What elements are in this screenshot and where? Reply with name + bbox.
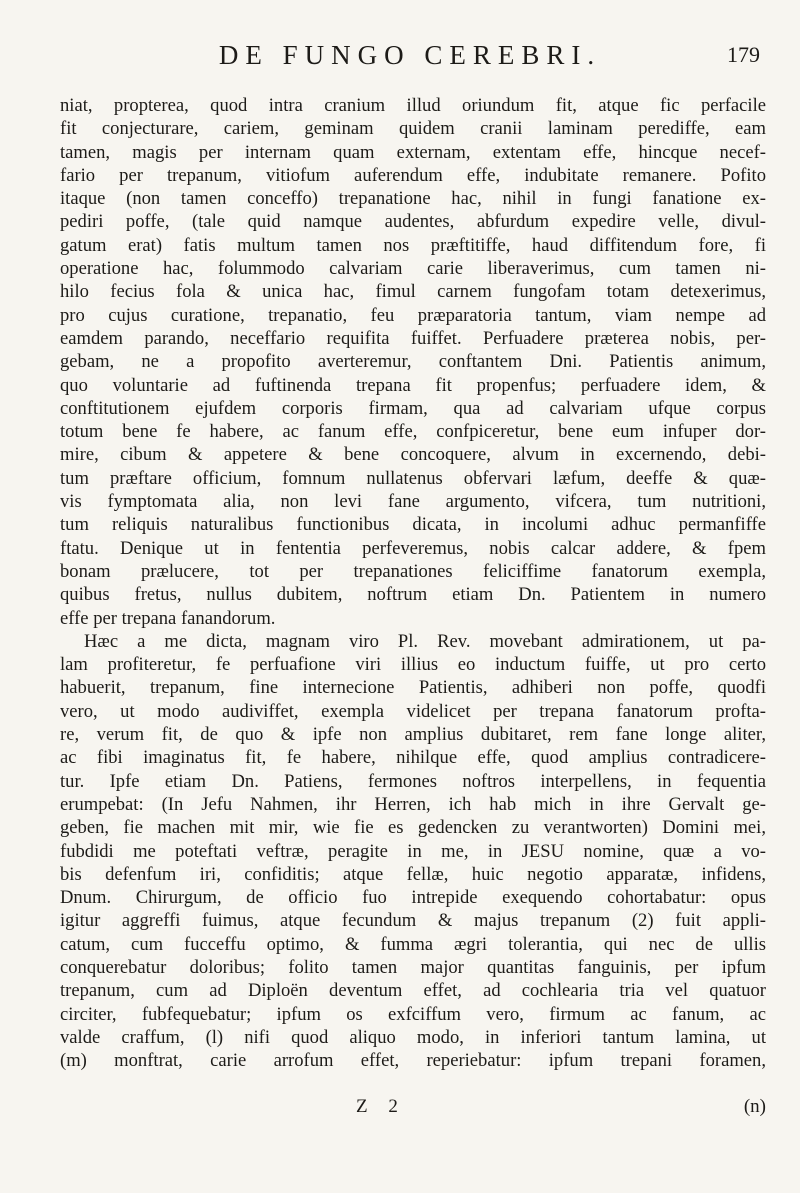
text-line: quibus fretus, nullus dubitem, noftrum etiam Dn. Patientem in numero [60, 584, 766, 606]
text-line: ftatu. Denique ut in fententia perfeveremus, nobis calcar addere, & fpem [60, 537, 766, 559]
text-line: conquerebatur doloribus; folito tamen major quantitas fanguinis, per ipfum [60, 956, 766, 978]
text-line: lam profiteretur, fe perfuafione viri illius eo inductum fuiffe, ut pro certo [60, 654, 766, 676]
text-line: bis defenfum iri, confiditis; atque fellæ, huic negotio apparatæ, infidens, [60, 863, 766, 885]
text-line: fario per trepanum, vitiofum auferendum effe, indubitate remanere. Pofito [60, 164, 766, 186]
running-head: DE FUNGO CEREBRI. [218, 40, 602, 70]
text-line: Dnum. Chirurgum, de officio fuo intrepide exequendo cohortabatur: opus [60, 887, 766, 909]
text-line: operatione hac, folummodo calvariam carie liberaverimus, cum tamen ni- [60, 258, 766, 280]
text-line: eamdem parando, neceffario requifita fuiffet. Perfuadere præterea nobis, per- [60, 327, 766, 349]
text-line: re, verum fit, de quo & ipfe non amplius dubitaret, rem fane longe aliter, [60, 724, 766, 746]
text-line: totum bene fe habere, ac fanum effe, confpiceretur, bene eum infuper dor- [60, 421, 766, 443]
page-number: 179 [727, 42, 760, 67]
text-line: trepanum, cum ad Diploën deventum effet, ad cochlearia tria vel quatuor [60, 980, 766, 1002]
text-line: gatum erat) fatis multum tamen nos præftitiffe, haud diffitendum fore, fi [60, 234, 766, 256]
text-line: gebam, ne a propofito averteremur, conftantem Dni. Patientis animum, [60, 351, 766, 373]
text-line: fubdidi me poteftati veftræ, peragite in me, in JESU nomine, quæ a vo- [60, 840, 766, 862]
text-line: catum, cum fucceffu optimo, & fumma ægri tolerantia, qui nec de ullis [60, 933, 766, 955]
text-line: quo voluntarie ad fuftinenda trepana fit propenfus; perfuadere idem, & [60, 374, 766, 396]
text-line: tamen, magis per internam quam externam, extentam effe, hincque necef- [60, 141, 766, 163]
page-footer [60, 1096, 766, 1122]
text-line: ac fibi imaginatus fit, fe habere, nihilque effe, quod amplius contradicere- [60, 747, 766, 769]
text-line: niat, propterea, quod intra cranium illud oriundum fit, atque fic perfacile [60, 95, 766, 116]
text-line: vero, ut modo audiviffet, exempla videlicet per trepana fanatorum profta- [60, 700, 766, 722]
text-line: habuerit, trepanum, fine internecione Patientis, adhiberi non poffe, quodfi [60, 677, 766, 699]
text-line: tur. Ipfe etiam Dn. Patiens, fermones noftros interpellens, in fequentia [60, 770, 766, 792]
text-line: igitur aggreffi fuimus, atque fecundum & majus trepanum (2) fuit appli- [60, 910, 766, 932]
text-line: fit conjecturare, cariem, geminam quidem cranii laminam perediffe, eam [60, 118, 766, 140]
text-line: vis fymptomata alia, non levi fane argumento, vifcera, tum nutritioni, [60, 491, 766, 513]
body-text [60, 94, 766, 1072]
text-line: bonam prælucere, tot per trepanationes feliciffime fanatorum exempla, [60, 560, 766, 582]
text-line: geben, fie machen mit mir, wie fie es gedencken zu verantworten) Domini mei, [60, 817, 766, 839]
text-line: pro cujus curatione, trepanatio, feu præparatoria tantum, viam nempe ad [60, 304, 766, 326]
signature-mark: Z 2 [356, 1096, 406, 1117]
text-line: tum præftare officium, fomnum nullatenus obfervari læfum, deeffe & quæ- [60, 467, 766, 489]
text-line: Hæc a me dicta, magnam viro Pl. Rev. movebant admirationem, ut pa- [84, 630, 766, 652]
text-line: effe per trepana fanandorum. [60, 607, 276, 629]
text-line: itaque (non tamen conceffo) trepanatione hac, nihil in fungi fanatione ex- [60, 188, 766, 210]
text-line: valde craffum, (l) nifi quod aliquo modo, in inferiori tantum lamina, ut [60, 1026, 766, 1048]
text-line: circiter, fubfequebatur; ipfum os exfciffum vero, firmum ac fanum, ac [60, 1003, 766, 1025]
text-line: erumpebat: (In Jefu Nahmen, ihr Herren, ich hab mich in ihre Gervalt ge- [60, 793, 766, 815]
text-line: pediri poffe, (tale quid namque audentes, abfurdum expedire velle, divul- [60, 211, 766, 233]
text-line: hilo fecius fola & unica hac, fimul carnem fungofam totam detexerimus, [60, 281, 766, 303]
text-line: conftitutionem ejufdem corporis firmam, qua ad calvariam ufque corpus [60, 397, 766, 419]
catchword: (n) [743, 1096, 766, 1117]
page-header [60, 36, 760, 76]
text-line: tum reliquis naturalibus functionibus dicata, in incolumi adhuc permanfiffe [60, 514, 766, 536]
text-line: mire, cibum & appetere & bene concoquere, alvum in excernendo, debi- [60, 444, 766, 466]
text-line: (m) monftrat, carie arrofum effet, reperiebatur: ipfum trepani foramen, [60, 1050, 766, 1072]
